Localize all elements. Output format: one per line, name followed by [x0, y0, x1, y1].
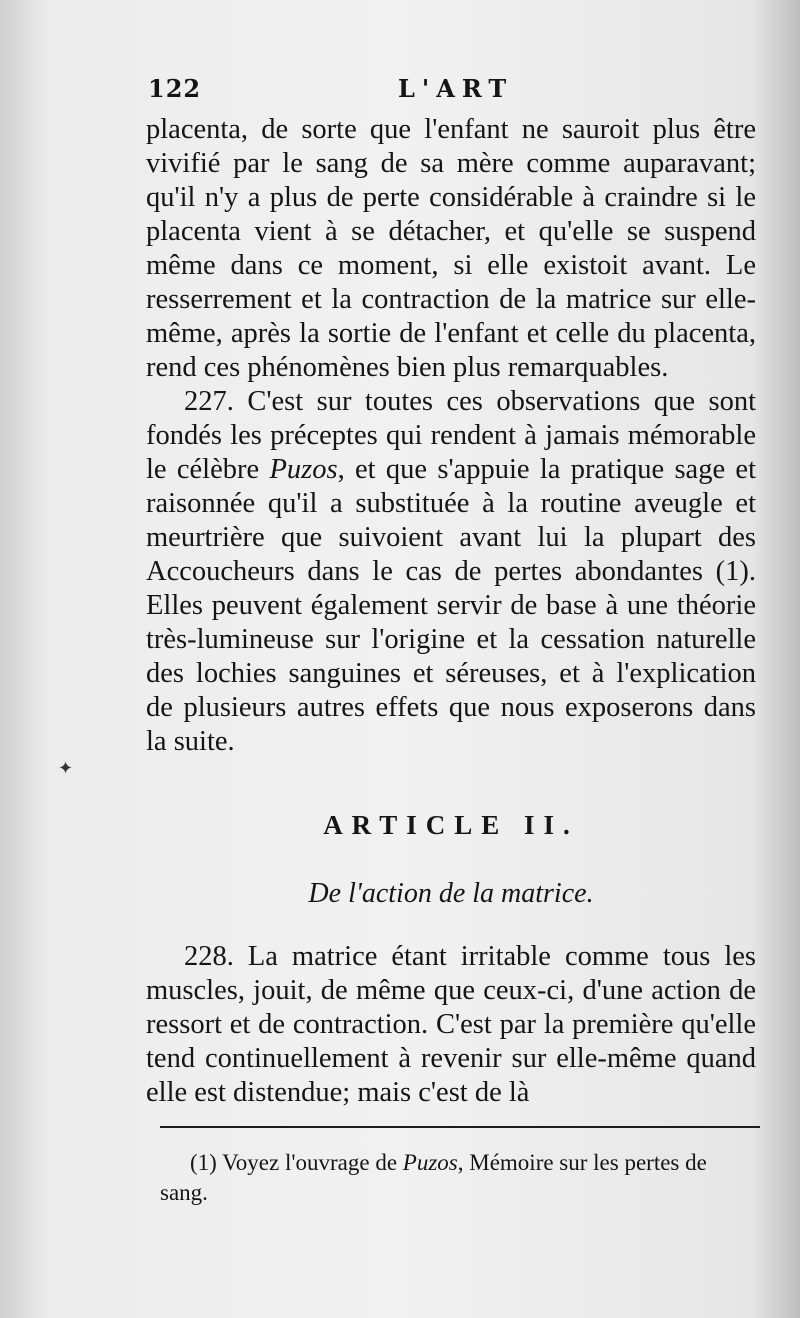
- footnote: [160, 1148, 760, 1208]
- article-subtitle: De l'action de la matrice.: [308, 878, 594, 909]
- article-title: ARTICLE II.: [323, 810, 579, 840]
- footnote-text-b: , Mémoire sur les pertes de sang.: [160, 1150, 707, 1205]
- running-head: L'ART: [398, 74, 514, 103]
- author-name-puzos: Puzos: [269, 454, 338, 485]
- paragraph-continued: placenta, de sorte que l'enfant ne sauroit plus être vivifié par le sang de sa mère comme auparavant; qu'il n'y a plus de perte considérable à craindre si le placenta vient à se détacher, et qu'elle se suspend même dans ce moment, si elle existoit avant. Le resserrement et la contraction de la matrice sur elle-même, après la sortie de l'enfant et celle du placenta, rend ces phénomènes bien plus remarquables.: [146, 114, 756, 383]
- footnote-author-name: Puzos: [402, 1150, 458, 1175]
- body-text-upper: [146, 113, 756, 759]
- paragraph-227-text-a: 227. C'est sur toutes ces observations que sont fondés les préceptes qui rendent à jamais mémorable le célèbre: [146, 386, 756, 485]
- body-text-lower: [146, 940, 756, 1110]
- page-number: 122: [148, 74, 202, 103]
- page-header: [148, 74, 752, 110]
- paragraph-227: [146, 385, 756, 759]
- margin-mark: ✦: [58, 758, 74, 779]
- footnote-text-a: (1) Voyez l'ouvrage de: [190, 1150, 403, 1175]
- paragraph-228: 228. La matrice étant irritable comme tous les muscles, jouit, de même que ceux-ci, d'une action de ressort et de contraction. C'est par la première qu'elle tend continuellement à revenir sur elle-même quand elle est distendue; mais c'est de là: [146, 941, 756, 1108]
- footnote-rule: [160, 1126, 760, 1128]
- paragraph-227-text-b: , et que s'appuie la pratique sage et raisonnée qu'il a substituée à la routine aveugle et meurtrière que suivoient avant lui la plupart des Accoucheurs dans le cas de pertes abondantes (1). Elles peuvent également servir de base à une théorie très-lumineuse sur l'origine et la cessation naturelle des lochies sanguines et séreuses, et à l'explication de plusieurs autres effets que nous exposerons dans la suite.: [146, 454, 756, 757]
